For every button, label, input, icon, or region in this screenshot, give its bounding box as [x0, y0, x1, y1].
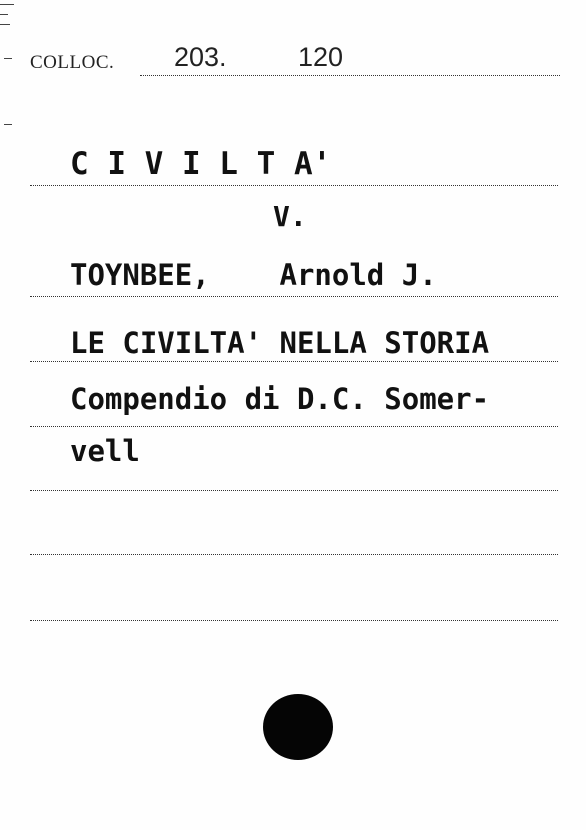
ruled-line	[30, 361, 558, 362]
ruled-line	[30, 185, 558, 186]
author-line: TOYNBEE, Arnold J.	[70, 258, 437, 292]
colloc-rule	[140, 75, 560, 76]
margin-mark	[4, 58, 12, 59]
margin-mark	[0, 14, 8, 15]
see-reference: V.	[273, 200, 307, 233]
ruled-line	[30, 620, 558, 621]
title-line: LE CIVILTA' NELLA STORIA	[70, 326, 490, 360]
ruled-line	[30, 426, 558, 427]
note-line: Compendio di D.C. Somer-	[70, 382, 490, 416]
ruled-line	[30, 490, 558, 491]
ruled-line	[30, 296, 558, 297]
margin-mark	[4, 124, 12, 125]
note-line-continued: vell	[70, 434, 140, 468]
punch-hole	[263, 694, 333, 760]
margin-mark	[0, 4, 14, 5]
ruled-line	[30, 554, 558, 555]
subject-heading: C I V I L T A'	[70, 146, 332, 182]
colloc-label: COLLOC.	[30, 52, 115, 73]
margin-mark	[0, 24, 10, 25]
shelfmark-number: 203.	[174, 42, 227, 72]
shelfmark-number: 120	[298, 42, 344, 72]
